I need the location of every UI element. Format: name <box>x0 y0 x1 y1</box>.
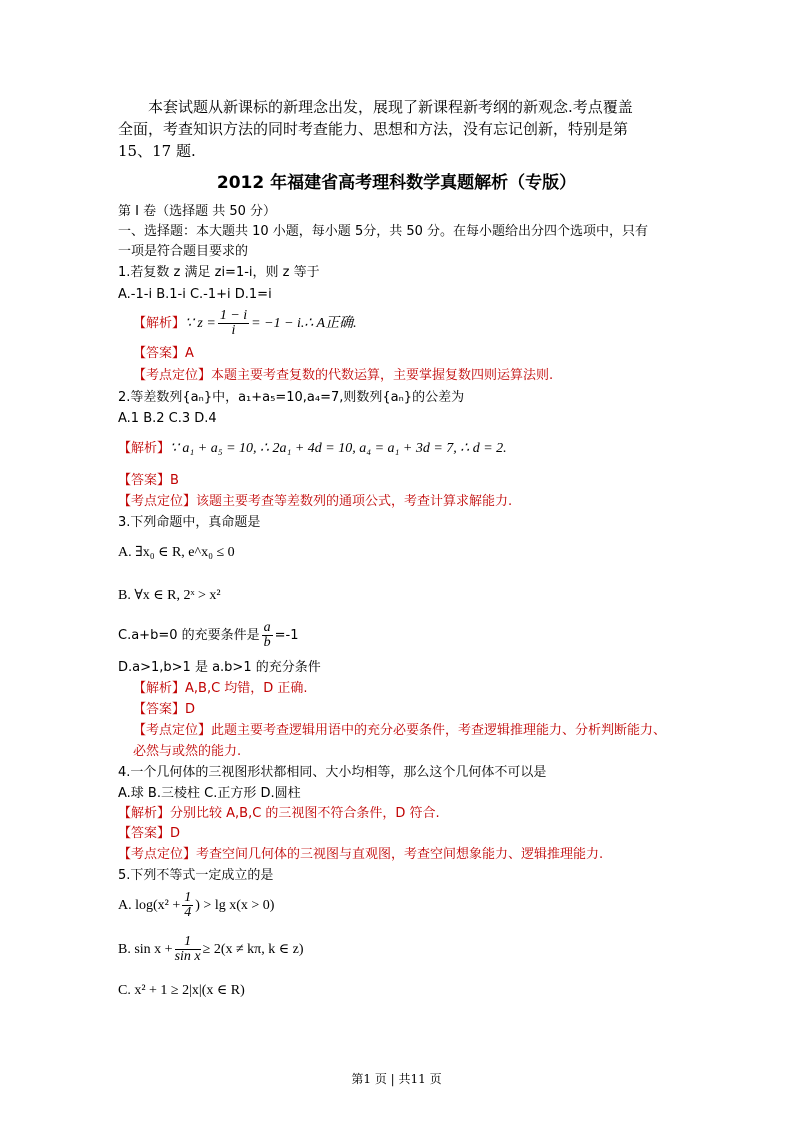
intro-line-1: 本套试题从新课标的新理念出发，展现了新课程新考纲的新观念.考点覆盖 <box>148 98 633 116</box>
instruction-line-2: 一项是符合题目要求的 <box>118 244 249 259</box>
q2-jiexi-label: 【解析】 <box>118 441 171 456</box>
q4-kaodian: 【考点定位】考查空间几何体的三视图与直观图，考查空间想象能力、逻辑推理能力. <box>118 847 604 862</box>
q1-kaodian: 【考点定位】本题主要考查复数的代数运算，主要掌握复数四则运算法则. <box>133 368 554 383</box>
q1-jiexi-pre: ∵ z = <box>185 316 216 331</box>
q4-options: A.球 B.三棱柱 C.正方形 D.圆柱 <box>118 786 301 801</box>
q5-b-fraction-num: 1 <box>175 935 201 950</box>
q5-b-fraction-den: sin x <box>174 949 201 964</box>
page-footer: 第1 页 | 共11 页 <box>351 1072 442 1086</box>
q4-stem: 4.一个几何体的三视图形状都相同、大小均相等，那么这个几何体不可以是 <box>118 765 547 780</box>
q5-option-b <box>118 930 303 970</box>
q3-kaodian-1: 【考点定位】此题主要考查逻辑用语中的充分必要条件，考查逻辑推理能力、分析判断能力、 <box>133 723 667 738</box>
q3-fraction-den: b <box>263 635 271 650</box>
q5-b-fraction <box>175 935 201 964</box>
q1-jiexi-label: 【解析】 <box>133 316 186 331</box>
q5-option-a <box>118 886 274 926</box>
q1-fraction <box>218 309 249 338</box>
q3-option-c <box>118 616 298 656</box>
q3-fraction <box>262 621 273 650</box>
q2-kaodian: 【考点定位】该题主要考查等差数列的通项公式，考查计算求解能力. <box>118 494 513 509</box>
instruction-line-1: 一、选择题：本大题共 10 小题，每小题 5分，共 50 分。在每小题给出分四个选项中，只有 <box>118 224 649 239</box>
q3-answer: 【答案】D <box>133 702 196 717</box>
q5-option-b-post: ≥ 2(x ≠ kπ, k ∈ z) <box>202 942 304 957</box>
q3-kaodian-2: 必然与或然的能力. <box>133 744 242 759</box>
q1-fraction-den: i <box>231 323 236 338</box>
page-title: 2012 年福建省高考理科数学真题解析（专版） <box>216 173 577 193</box>
q3-jiexi: 【解析】A,B,C 均错，D 正确. <box>133 681 308 696</box>
q5-option-b-pre: B. sin x + <box>118 942 173 957</box>
q2-options: A.1 B.2 C.3 D.4 <box>118 411 217 426</box>
q3-option-c-pre: C.a+b=0 的充要条件是 <box>118 628 260 643</box>
q3-option-c-post: =-1 <box>274 628 299 643</box>
q3-stem: 3.下列命题中，真命题是 <box>118 515 261 530</box>
q1-stem: 1.若复数 z 满足 zi=1-i，则 z 等于 <box>118 265 320 280</box>
intro-line-3: 15、17 题. <box>118 142 196 160</box>
q5-a-fraction-den: 4 <box>184 905 192 920</box>
q5-option-a-pre: A. log(x² + <box>118 898 181 913</box>
q3-option-b: B. ∀x ∈ R, 2ˣ > x² <box>118 588 221 603</box>
q2-jiexi <box>118 441 507 457</box>
q3-option-d: D.a>1,b>1 是 a.b>1 的充分条件 <box>118 660 321 675</box>
q5-a-fraction-num: 1 <box>184 890 192 905</box>
q5-stem: 5.下列不等式一定成立的是 <box>118 868 274 883</box>
q3-option-a: A. ∃x₀ ∈ R, e^x₀ ≤ 0 <box>118 545 235 560</box>
q2-jiexi-math: ∵ a₁ + a₅ = 10, ∴ 2a₁ + 4d = 10, a₄ = a₁ + 3d = 7, ∴ d = 2. <box>170 441 507 456</box>
q2-stem: 2.等差数列{aₙ}中，a₁+a₅=10,a₄=7,则数列{aₙ}的公差为 <box>118 390 465 405</box>
q1-options: A.-1-i B.1-i C.-1+i D.1=i <box>118 287 272 302</box>
q5-a-fraction <box>182 891 193 920</box>
q1-jiexi-post: = −1 − i.∴ A正确. <box>251 316 357 331</box>
q1-jiexi <box>133 304 357 344</box>
section-header: 第 I 卷（选择题 共 50 分） <box>118 204 277 219</box>
q3-fraction-num: a <box>263 620 271 635</box>
q5-option-c: C. x² + 1 ≥ 2|x|(x ∈ R) <box>118 983 245 998</box>
q4-answer: 【答案】D <box>118 826 181 841</box>
q2-answer: 【答案】B <box>118 473 179 488</box>
q1-answer: 【答案】A <box>133 346 194 361</box>
q4-jiexi: 【解析】分别比较 A,B,C 的三视图不符合条件，D 符合. <box>118 806 440 821</box>
intro-line-2: 全面，考查知识方法的同时考查能力、思想和方法，没有忘记创新，特别是第 <box>118 120 629 138</box>
q1-fraction-num: 1 − i <box>219 308 248 323</box>
q5-option-a-post: ) > lg x(x > 0) <box>195 898 275 913</box>
